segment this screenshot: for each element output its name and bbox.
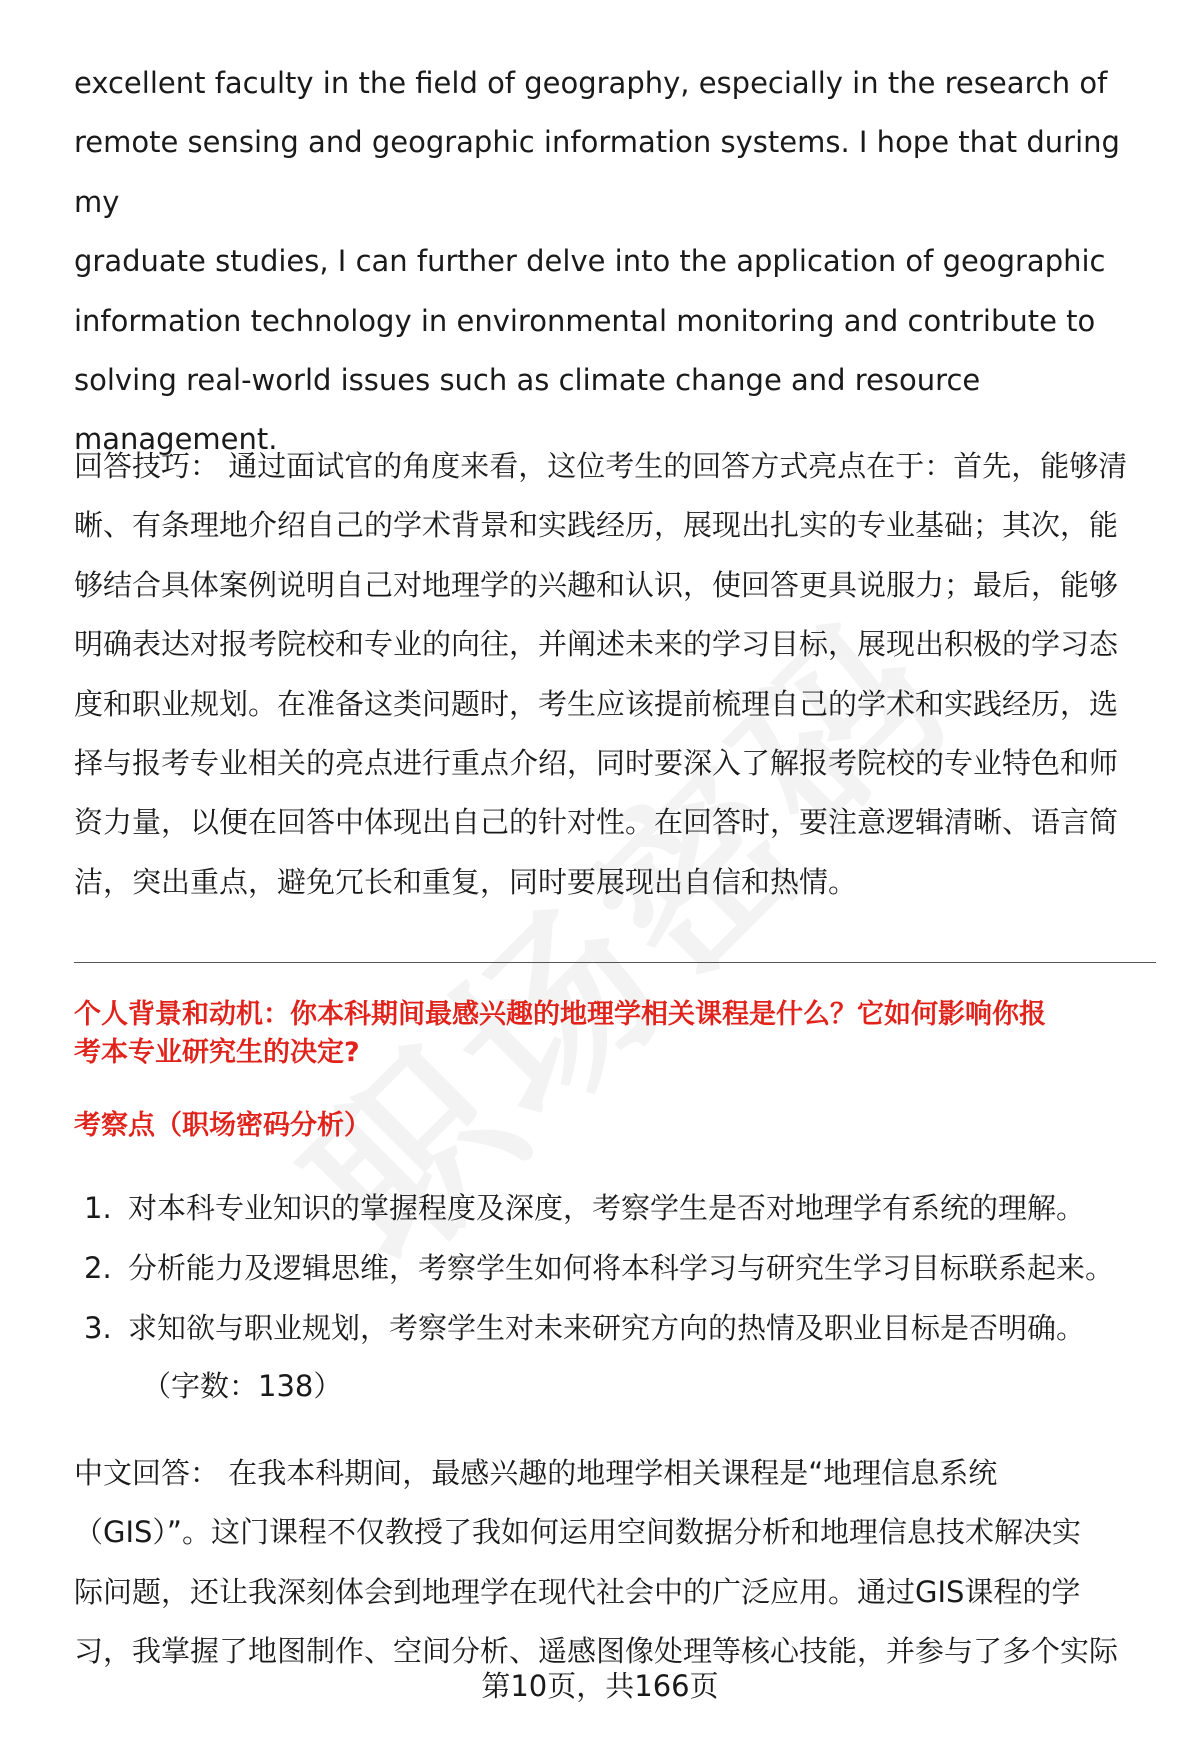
question-line: 个人背景和动机：你本科期间最感兴趣的地理学相关课程是什么？它如何影响你报 (74, 999, 1046, 1030)
tips-line: 度和职业规划。在准备这类问题时，考生应该提前梳理自己的学术和实践经历，选 (74, 686, 1119, 721)
list-item (84, 1298, 1164, 1358)
tips-line: 回答技巧： 通过面试官的角度来看，这位考生的回答方式亮点在于：首先，能够清 (74, 449, 1128, 483)
intro-line: excellent faculty in the field of geography, especially in the research of (74, 66, 1108, 100)
tips-line: 资力量，以便在回答中体现出自己的针对性。在回答时，要注意逻辑清晰、语言简 (74, 805, 1119, 840)
answer-line: 习，我掌握了地图制作、空间分析、遥感图像处理等核心技能，并参与了多个实际 (74, 1634, 1119, 1669)
intro-paragraph (74, 54, 1154, 470)
intro-line: solving real-world issues such as climate change and resource (74, 363, 981, 398)
answer-line: 中文回答： 在我本科期间，最感兴趣的地理学相关课程是“地理信息系统 (74, 1456, 998, 1490)
tips-line: 洁，突出重点，避免冗长和重复，同时要展现出自信和热情。 (74, 864, 858, 899)
tips-line: 明确表达对报考院校和专业的向往，并阐述未来的学习目标，展现出积极的学习态 (74, 627, 1119, 662)
answer-line: （GIS）”。这门课程不仅教授了我如何运用空间数据分析和地理信息技术解决实 (74, 1515, 1081, 1550)
list-item-number: 3. (84, 1311, 112, 1345)
list-item-text: 对本科专业知识的掌握程度及深度，考察学生是否对地理学有系统的理解。 (128, 1191, 1086, 1225)
tips-line: 够结合具体案例说明自己对地理学的兴趣和认识，使回答更具说服力；最后，能够 (74, 567, 1119, 602)
list-item (84, 1238, 1164, 1298)
list-item-text: 求知欲与职业规划，考察学生对未来研究方向的热情及职业目标是否明确。 (128, 1311, 1086, 1345)
list-item (84, 1178, 1164, 1238)
intro-line: management. (74, 422, 278, 457)
chinese-answer-paragraph (74, 1444, 1154, 1682)
assessment-points-heading: 考察点（职场密码分析） (74, 1110, 371, 1141)
list-item-number: 2. (84, 1251, 112, 1285)
list-item-number: 1. (84, 1191, 112, 1225)
word-count: （字数：138） (142, 1369, 343, 1403)
intro-line: graduate studies, I can further delve into the application of geographic (74, 244, 1106, 279)
assessment-points-list (84, 1178, 1164, 1358)
list-item-text: 分析能力及逻辑思维，考察学生如何将本科学习与研究生学习目标联系起来。 (128, 1251, 1115, 1285)
question-heading (74, 996, 1154, 1072)
page-number-footer: 第10页，共166页 (481, 1669, 719, 1703)
answer-line: 际问题，还让我深刻体会到地理学在现代社会中的广泛应用。通过GIS课程的学 (74, 1574, 1081, 1609)
tips-line: 择与报考专业相关的亮点进行重点介绍，同时要深入了解报考院校的专业特色和师 (74, 746, 1119, 781)
intro-line: remote sensing and geographic information systems. I hope that during my (74, 125, 1120, 219)
question-line: 考本专业研究生的决定? (74, 1037, 360, 1068)
section-divider (74, 962, 1156, 963)
tips-line: 晰、有条理地介绍自己的学术背景和实践经历，展现出扎实的专业基础；其次，能 (74, 508, 1119, 543)
intro-line: information technology in environmental monitoring and contribute to (74, 303, 1096, 338)
answer-tips-paragraph (74, 437, 1154, 912)
